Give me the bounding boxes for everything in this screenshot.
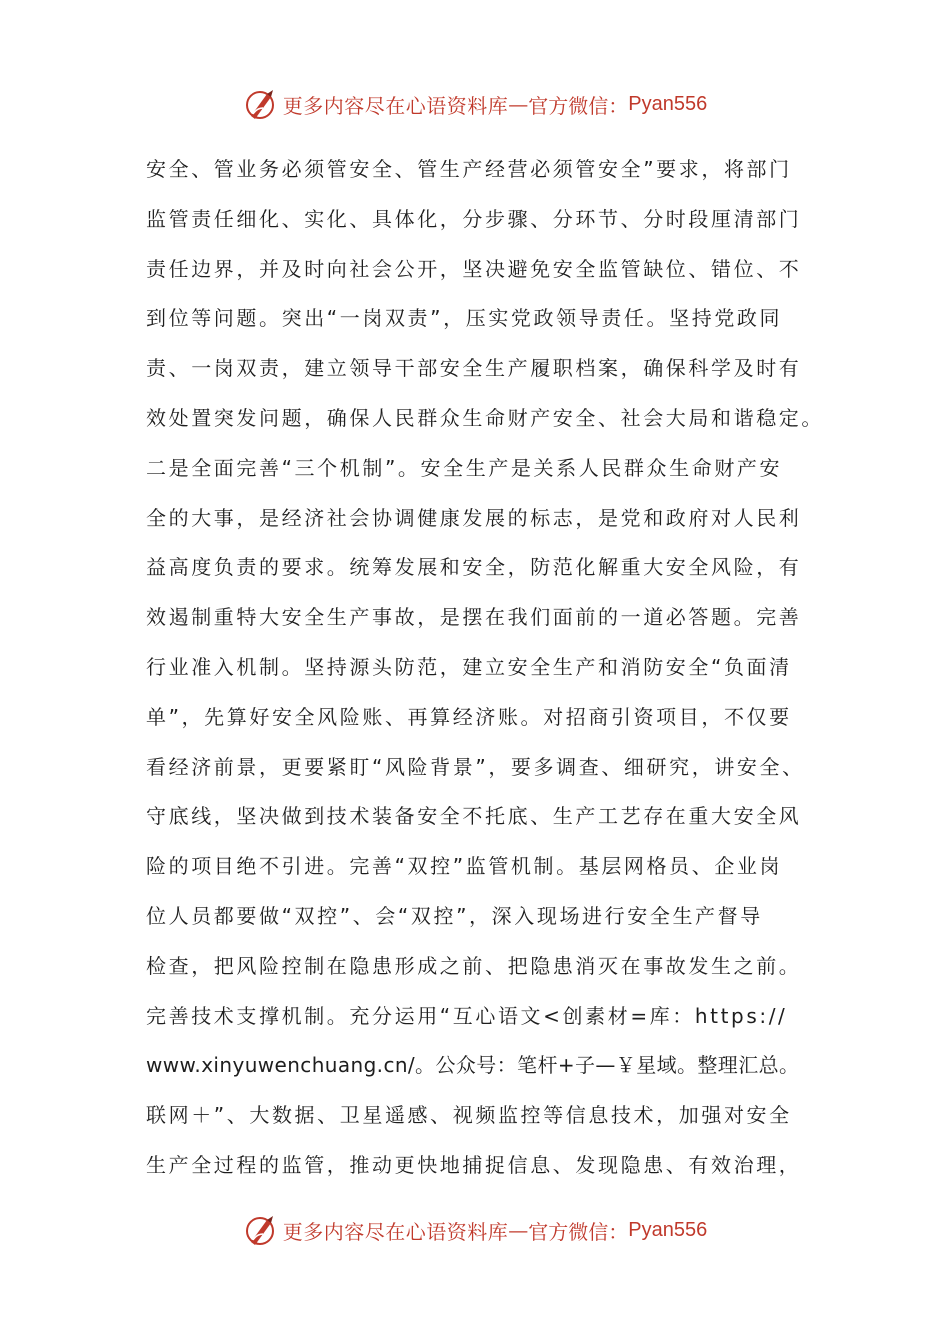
text-line: 全的大事，是经济社会协调健康发展的标志，是党和政府对人民利	[146, 505, 802, 530]
text-line: 益高度负责的要求。统筹发展和安全，防范化解重大安全风险，有	[146, 555, 802, 580]
text-line: 责、一岗双责，建立领导干部安全生产履职档案，确保科学及时有	[146, 356, 802, 381]
text-line: 二是全面完善“三个机制”。安全生产是关系人民群众生命财产安	[146, 455, 783, 480]
header-banner	[0, 84, 950, 124]
banner-wechat-id: Pyan556	[628, 1218, 708, 1241]
text-line: 行业准入机制。坚持源头防范，建立安全生产和消防安全“负面清	[146, 654, 792, 679]
banner-separator: —	[508, 92, 529, 116]
banner-wechat-id: Pyan556	[628, 92, 708, 115]
text-line: 生产全过程的监管，推动更快地捕捉信息、发现隐患、有效治理，	[146, 1152, 802, 1177]
document-body	[146, 145, 824, 1191]
text-line: 责任边界，并及时向社会公开，坚决避免安全监管缺位、错位、不	[146, 256, 802, 281]
pen-logo-icon	[243, 86, 279, 122]
pen-logo-icon	[243, 1212, 279, 1248]
text-line: 监管责任细化、实化、具体化，分步骤、分环节、分时段厘清部门	[146, 206, 802, 231]
footer-banner	[0, 1210, 950, 1250]
text-line: 检查，把风险控制在隐患形成之前、把隐患消灭在事故发生之前。	[146, 953, 802, 978]
text-line: 守底线，坚决做到技术装备安全不托底、生产工艺存在重大安全风	[146, 804, 802, 829]
text-line: 安全、管业务必须管安全、管生产经营必须管安全”要求，将部门	[146, 157, 792, 181]
text-line: 联网＋”、大数据、卫星遥感、视频监控等信息技术，加强对安全	[146, 1103, 792, 1128]
text-line: 单”，先算好安全风险账、再算经济账。对招商引资项目，不仅要	[146, 704, 792, 729]
banner-brand: 更多内容尽在心语资料库	[282, 93, 509, 118]
text-line: 效遏制重特大安全生产事故，是摆在我们面前的一道必答题。完善	[146, 605, 802, 630]
banner-wechat-label: 官方微信：	[528, 93, 629, 118]
text-line: www.xinyuwenchuang.cn/。公众号：笔杆+子—￥星域。整理汇总。	[146, 1053, 800, 1078]
banner-separator: —	[508, 1218, 529, 1242]
text-line: 到位等问题。突出“一岗双责”，压实党政领导责任。坚持党政同	[146, 306, 783, 331]
banner-wechat-label: 官方微信：	[528, 1219, 629, 1244]
text-line: 效处置突发问题，确保人民群众生命财产安全、社会大局和谐稳定。	[146, 405, 824, 430]
text-line: 完善技术支撑机制。充分运用“互心语文<创素材=库：https://	[146, 1003, 788, 1028]
text-line: 险的项目绝不引进。完善“双控”监管机制。基层网格员、企业岗	[146, 854, 783, 879]
text-line: 看经济前景，更要紧盯“风险背景”，要多调查、细研究，讲安全、	[146, 754, 805, 779]
text-line: 位人员都要做“双控”、会“双控”，深入现场进行安全生产督导	[146, 903, 763, 928]
banner-brand: 更多内容尽在心语资料库	[282, 1219, 509, 1244]
